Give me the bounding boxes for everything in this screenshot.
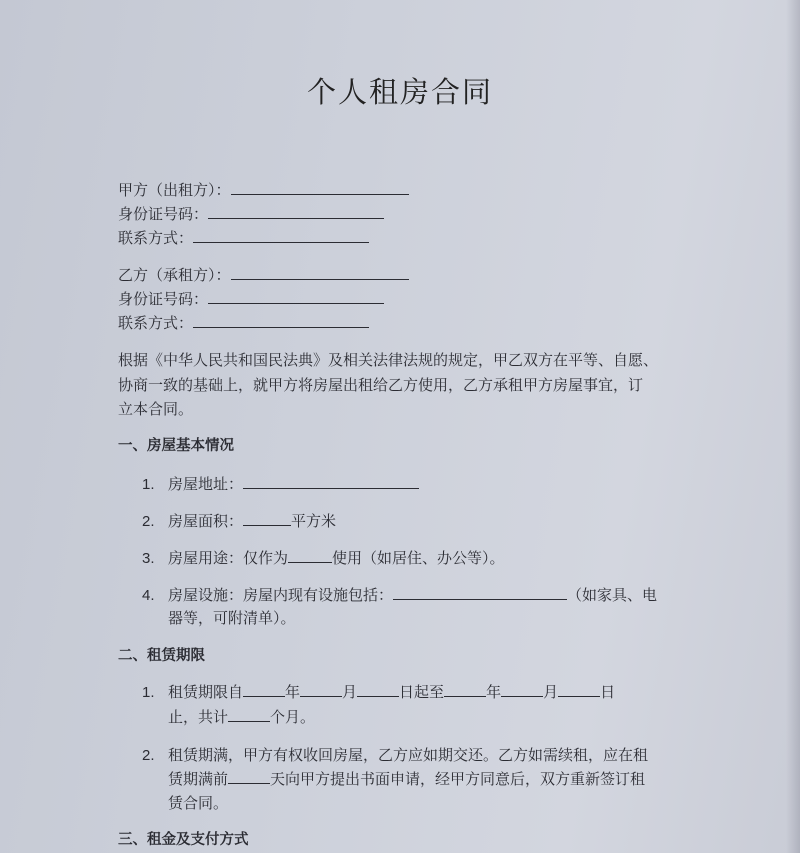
blank-line — [393, 583, 567, 600]
item-number: 2. — [142, 747, 155, 764]
list-item — [142, 509, 336, 534]
blank-line — [231, 178, 409, 195]
blank-line — [208, 202, 384, 219]
item-text: 年 — [486, 683, 502, 701]
item-number: 4. — [142, 587, 155, 604]
blank-line — [300, 680, 342, 697]
item-text: 租赁期满，甲方有权收回房屋，乙方应如期交还。乙方如需续租，应在租 — [168, 746, 649, 764]
party-a-id-field — [118, 202, 384, 226]
item-text: 使用（如居住、办公等）。 — [332, 549, 505, 567]
blank-line — [231, 263, 409, 280]
blank-line — [357, 680, 399, 697]
blank-line — [444, 680, 486, 697]
item-text: 日 — [600, 683, 616, 701]
label: 乙方（承租方）： — [118, 266, 231, 284]
label: 身份证号码： — [118, 290, 209, 308]
party-a-contact-field — [118, 226, 369, 250]
item-text: （如家具、电 — [567, 586, 658, 604]
preamble-line: 协商一致的基础上，就甲方将房屋出租给乙方使用，乙方承租甲方房屋事宜，订 — [118, 376, 644, 394]
item-text: 租赁期限自 — [168, 683, 244, 701]
list-item-continuation: 器等，可附清单）。 — [168, 609, 296, 627]
list-item-continuation — [168, 705, 315, 729]
item-text: 天向甲方提出书面申请，经甲方同意后，双方重新签订租 — [270, 770, 646, 788]
label: 联系方式： — [118, 229, 194, 247]
list-item — [142, 743, 648, 768]
blank-line — [243, 680, 285, 697]
list-item — [142, 472, 419, 497]
item-text: 平方米 — [291, 512, 337, 530]
list-item-continuation — [168, 767, 645, 791]
blank-line — [288, 546, 332, 563]
item-text: 年 — [285, 683, 301, 701]
item-text: 房屋面积： — [168, 512, 244, 530]
section-heading: 二、租赁期限 — [118, 648, 205, 664]
preamble-line: 根据《中华人民共和国民法典》及相关法律法规的规定，甲乙双方在平等、自愿、 — [118, 351, 659, 369]
preamble-line: 立本合同。 — [118, 400, 194, 418]
section-heading: 一、房屋基本情况 — [118, 438, 234, 454]
blank-line — [228, 767, 270, 784]
item-number: 1. — [142, 476, 155, 493]
label: 甲方（出租方）： — [118, 181, 231, 199]
blank-line — [193, 226, 369, 243]
blank-line — [208, 287, 384, 304]
item-text: 房屋用途：仅作为 — [168, 549, 289, 567]
item-text: 止，共计 — [168, 708, 229, 726]
blank-line — [558, 680, 600, 697]
item-text: 月 — [342, 683, 358, 701]
blank-line — [193, 311, 369, 328]
item-text: 房屋地址： — [168, 475, 244, 493]
list-item — [142, 546, 505, 571]
party-b-id-field — [118, 287, 384, 311]
item-number: 1. — [142, 684, 155, 701]
party-b-name-field — [118, 263, 409, 287]
label: 身份证号码： — [118, 205, 209, 223]
blank-line — [243, 509, 291, 526]
item-number: 3. — [142, 550, 155, 567]
item-text: 赁期满前 — [168, 770, 229, 788]
document-title: 个人租房合同 — [306, 75, 493, 109]
item-text: 月 — [543, 683, 559, 701]
item-text: 房屋设施：房屋内现有设施包括： — [168, 586, 394, 604]
blank-line — [501, 680, 543, 697]
list-item — [142, 680, 615, 705]
section-heading: 三、租金及支付方式 — [118, 832, 249, 848]
label: 联系方式： — [118, 314, 194, 332]
party-a-name-field — [118, 178, 409, 202]
item-text: 个月。 — [270, 708, 316, 726]
blank-line — [228, 705, 270, 722]
list-item — [142, 583, 657, 608]
item-text: 日起至 — [399, 683, 445, 701]
list-item-continuation: 赁合同。 — [168, 794, 229, 812]
blank-line — [243, 472, 419, 489]
party-b-contact-field — [118, 311, 369, 335]
paper-edge-shadow — [786, 0, 800, 853]
item-number: 2. — [142, 513, 155, 530]
